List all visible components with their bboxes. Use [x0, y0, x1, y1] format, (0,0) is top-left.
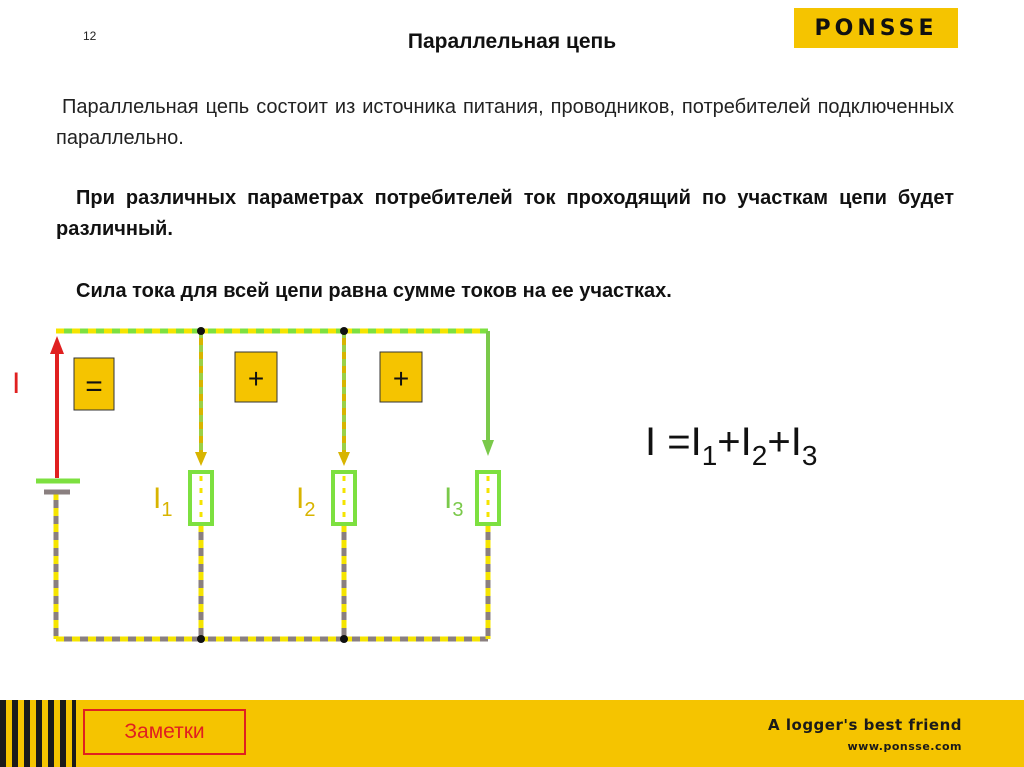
bottom-wire [56, 492, 488, 639]
formula-lhs: I = [645, 420, 691, 464]
formula-sub-3: 3 [801, 440, 818, 471]
paragraph-total-current: Сила тока для всей цепи равна сумме токов на ее участках. [76, 280, 672, 302]
branch-sign-box-1 [235, 352, 277, 402]
load-3-label: $I_3$ [444, 482, 464, 521]
source-current-label: I [12, 367, 21, 400]
current-sum-formula [645, 420, 817, 472]
formula-op-2: + [767, 420, 791, 464]
branch-sign-1: + [247, 363, 265, 394]
formula-term-3: I [790, 420, 802, 464]
branch-sign-box-2 [380, 352, 422, 402]
slide-title: Параллельная цепь [407, 30, 617, 53]
footer-url: www.ponsse.com [847, 740, 962, 753]
branch-2 [333, 327, 355, 643]
branch-sign-2: + [392, 363, 410, 394]
branch-3 [477, 331, 499, 639]
formula-op-1: + [717, 420, 741, 464]
battery-symbol [36, 481, 80, 492]
notes-button[interactable]: Заметки [83, 709, 246, 755]
formula-term-2: I [740, 420, 752, 464]
paragraph-definition: Параллельная цепь состоит из источника питания, проводников, потребителей подключенных параллельно. [56, 96, 954, 149]
load-1-label: $I_1$ [153, 482, 173, 521]
footer-tagline: A logger's best friend [768, 716, 962, 734]
formula-sub-1: 1 [701, 440, 718, 471]
formula-sub-2: 2 [751, 440, 768, 471]
load-2-label: $I_2$ [296, 482, 316, 521]
footer-stripes [0, 700, 76, 767]
paragraph-branch-currents: При различных параметрах потребителей ток проходящий по участкам цепи будет различный. [56, 187, 954, 240]
source-current-arrow [50, 336, 64, 478]
ponsse-logo: PONSSE [794, 8, 958, 48]
slide-number: 12 [83, 29, 97, 43]
source-sign-box [74, 358, 114, 410]
parallel-circuit-diagram [0, 300, 560, 660]
formula-term-1: I [690, 420, 702, 464]
source-sign: = [85, 370, 103, 403]
branch-1 [190, 327, 212, 643]
